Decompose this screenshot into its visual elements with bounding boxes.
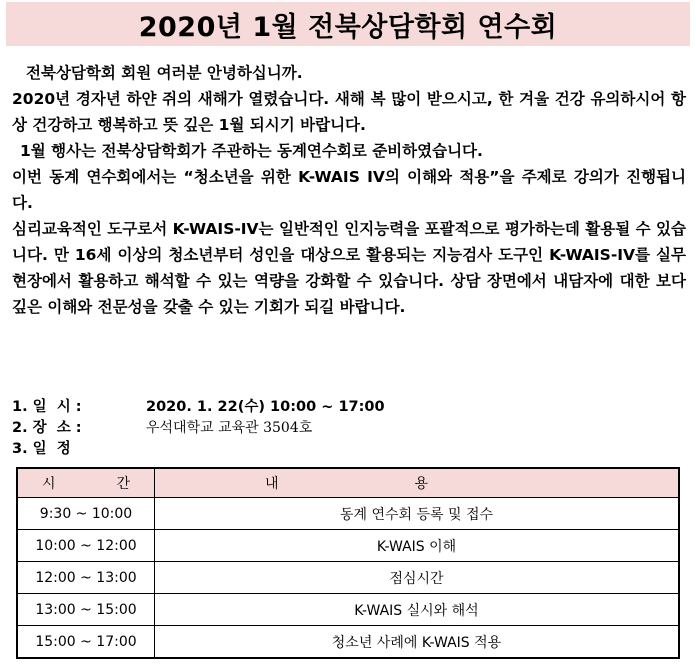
table-row [17,626,679,659]
event-info [12,397,686,460]
schedule-label: 3. 일 정 [12,441,71,457]
date-value: 2020. 1. 22(수) 10:00 ~ 17:00 [146,399,385,415]
page-title: 2020년 1월 전북상담학회 연수회 [138,11,558,43]
place-label: 2. 장 소 : [12,420,82,436]
time-cell: 10:00 ~ 12:00 [17,530,155,562]
content-column-header [155,468,680,498]
letter-body [12,60,686,320]
table-row [17,530,679,562]
schedule-header-row [17,468,679,498]
time-cell: 9:30 ~ 10:00 [17,498,155,530]
content-cell: 동계 연수회 등록 및 접수 [155,498,680,530]
content-cell: 청소년 사례에 K-WAIS 적용 [155,626,680,659]
date-label: 1. 일 시 : [12,399,82,415]
place-value: 우석대학교 교육관 3504호 [146,420,313,436]
greeting-paragraph: 전북상담학회 회원 여러분 안녕하십니까. [26,64,303,82]
time-cell: 13:00 ~ 15:00 [17,594,155,626]
time-column-header [17,468,155,498]
schedule-table [16,467,680,659]
time-cell: 15:00 ~ 17:00 [17,626,155,659]
time-header-char-1: 시 [42,476,56,492]
content-cell: K-WAIS 실시와 해석 [155,594,680,626]
content-header-char-1: 내 [265,476,279,492]
content-header-char-2: 용 [414,476,428,492]
table-row [17,594,679,626]
schedule-heading-row [12,439,686,460]
event-intro-paragraph: 1월 행사는 전북상담학회가 주관하는 동계연수회로 준비하였습니다. [20,142,483,160]
new-year-paragraph: 2020년 경자년 하얀 쥐의 새해가 열렸습니다. 새해 복 많이 받으시고, 한 겨울 건강 유의하시어 항상 건강하고 행복하고 뜻 깊은 1월 되시기 바랍니다. [12,90,686,134]
place-row [12,418,686,439]
topic-paragraph: 이번 동계 연수회에서는 “청소년을 위한 K-WAIS IV의 이해와 적용”을 주제로 강의가 진행됩니다. [12,168,686,212]
description-paragraph: 심리교육적인 도구로서 K-WAIS-IV는 일반적인 인지능력을 포괄적으로 평가하는데 활용될 수 있습니다. 만 16세 이상의 청소년부터 성인을 대상으로 활용되는 지능검사 도구인 K-WAIS-IV를 실무현장에서 활용하고 해석할 수 있는 역량을 강화할 수 있습니다. 상담 장면에서 내담자에 대한 보다 깊은 이해와 전문성을 갖출 수 있는 기회가 되길 바랍니다. [12,220,686,316]
content-cell: K-WAIS 이해 [155,530,680,562]
time-cell: 12:00 ~ 13:00 [17,562,155,594]
time-header-char-2: 간 [116,476,130,492]
table-row [17,562,679,594]
content-cell: 점심시간 [155,562,680,594]
date-row [12,397,686,418]
title-banner [6,2,690,46]
table-row [17,498,679,530]
